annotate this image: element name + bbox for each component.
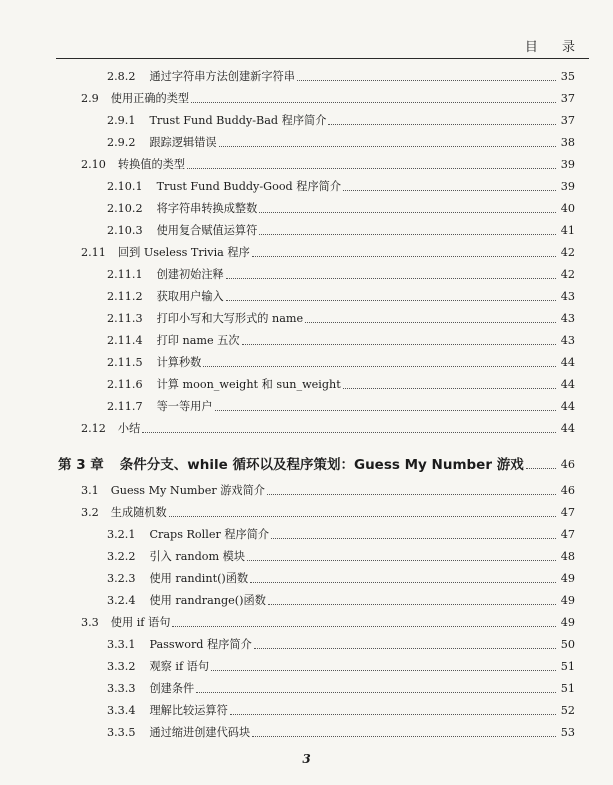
dot-leader [215, 406, 556, 411]
toc-entry-number: 2.10.1 [107, 180, 143, 193]
toc-entry-number: 2.11.1 [107, 268, 143, 281]
toc-entry-title: 跟踪逻辑错误 [149, 136, 217, 149]
toc-entry-line [0, 400, 575, 414]
dot-leader [305, 318, 556, 323]
header-rule [56, 58, 589, 59]
toc-entry-line [0, 528, 575, 542]
toc-entry-number: 3.3.3 [107, 682, 136, 695]
toc-entry-page: 43 [560, 334, 575, 347]
dot-leader [259, 230, 556, 235]
toc-entry-title: 引入 random 模块 [149, 550, 246, 563]
toc-entry-page: 51 [560, 682, 575, 695]
dot-leader [172, 622, 556, 627]
toc-entry-page: 39 [560, 180, 575, 193]
dot-leader [250, 578, 556, 583]
toc-entry [0, 674, 613, 696]
toc-entry-number: 3.3.4 [107, 704, 136, 717]
dot-leader [242, 340, 556, 345]
toc-entry-title: 小结 [117, 422, 141, 435]
toc-entry-title: 计算秒数 [156, 356, 202, 369]
toc-chapter-entry [0, 442, 613, 472]
toc-entry-number: 3.2.2 [107, 550, 136, 563]
dot-leader [226, 296, 556, 301]
toc-entry-page: 40 [560, 202, 575, 215]
toc-entry-line [0, 246, 575, 260]
toc-entry-title: 创建条件 [149, 682, 195, 695]
toc-entry-line [0, 356, 575, 370]
toc-entry-page: 52 [560, 704, 575, 717]
toc-entry-page: 41 [560, 224, 575, 237]
toc-entry [0, 106, 613, 128]
toc-entry-line [0, 378, 575, 392]
toc-entry-number: 2.9.1 [107, 114, 136, 127]
toc-entry [0, 652, 613, 674]
dot-leader [271, 534, 556, 539]
toc-entry-number: 3.2.4 [107, 594, 136, 607]
dot-leader [191, 98, 556, 103]
toc-entry [0, 586, 613, 608]
toc-entry-title: 使用正确的类型 [110, 92, 190, 105]
running-header-title: 目 录 [524, 40, 585, 55]
toc-entry-number: 2.11.3 [107, 312, 143, 325]
toc-entry [0, 498, 613, 520]
toc-entry-line [0, 572, 575, 586]
toc-entry-page: 43 [560, 290, 575, 303]
toc-entry-number: 3.2.3 [107, 572, 136, 585]
toc-entry-line [0, 290, 575, 304]
toc-entry-page: 49 [560, 572, 575, 585]
toc-entry-line [0, 726, 575, 740]
toc-entry [0, 216, 613, 238]
toc-entry-page: 49 [560, 616, 575, 629]
toc-entry-number: 3.3.2 [107, 660, 136, 673]
toc-entry [0, 392, 613, 414]
page-number: 3 [302, 752, 311, 766]
toc-entry-number: 2.11.4 [107, 334, 143, 347]
dot-leader [211, 666, 556, 671]
toc-entry-number: 2.10 [81, 158, 106, 171]
toc-entry [0, 696, 613, 718]
toc-entry [0, 150, 613, 172]
toc-entry-title: 将字符串转换成整数 [156, 202, 258, 215]
toc-entry-number: 2.10.2 [107, 202, 143, 215]
toc-entry-number: 2.12 [81, 422, 106, 435]
toc-entry [0, 630, 613, 652]
toc-entry-number: 3.2.1 [107, 528, 136, 541]
toc-entry-line [0, 484, 575, 498]
toc-entry-number: 第 3 章 [58, 457, 104, 473]
toc-entry-title: 条件分支、while 循环以及程序策划：Guess My Number 游戏 [119, 457, 524, 473]
toc-entry-page: 46 [560, 484, 575, 497]
toc-entry-line [0, 114, 575, 128]
toc-entry-title: 使用 if 语句 [110, 616, 171, 629]
toc-entry-title: 使用 randrange()函数 [149, 594, 266, 607]
toc-entry [0, 520, 613, 542]
toc-entry-number: 2.9 [81, 92, 99, 105]
toc-entry-line [0, 202, 575, 216]
toc-entry-page: 44 [560, 400, 575, 413]
toc-entry-line [0, 158, 575, 172]
toc-entry-page: 43 [560, 312, 575, 325]
toc-entry-line [0, 92, 575, 106]
toc-entry-title: 获取用户输入 [156, 290, 224, 303]
toc-entry-line [0, 334, 575, 348]
toc-entry-title: 观察 if 语句 [149, 660, 210, 673]
toc-entry [0, 718, 613, 740]
dot-leader [343, 384, 556, 389]
toc-entry-page: 37 [560, 92, 575, 105]
toc-entry-title: 创建初始注释 [156, 268, 224, 281]
toc-entry-number: 2.11.6 [107, 378, 143, 391]
toc-entry-line [0, 268, 575, 282]
toc-entry [0, 348, 613, 370]
dot-leader [268, 600, 556, 605]
dot-leader [142, 428, 556, 433]
toc-entry [0, 414, 613, 436]
toc-entry-line [0, 660, 575, 674]
toc-entry-number: 3.3.5 [107, 726, 136, 739]
toc-entry [0, 84, 613, 106]
toc-entry-page: 50 [560, 638, 575, 651]
toc-entry [0, 282, 613, 304]
toc-entry-title: 使用 randint()函数 [149, 572, 249, 585]
toc-entry-title: 打印小写和大写形式的 name [156, 312, 304, 325]
toc-entry [0, 326, 613, 348]
toc-entry [0, 608, 613, 630]
toc-entry-number: 2.8.2 [107, 70, 136, 83]
toc-entry-page: 42 [560, 268, 575, 281]
toc-entry-title: Password 程序简介 [149, 638, 252, 651]
dot-leader [343, 186, 556, 191]
toc-entry-line [0, 616, 575, 630]
toc-entry-page: 35 [560, 70, 575, 83]
dot-leader [203, 362, 556, 367]
toc-entry [0, 128, 613, 150]
dot-leader [252, 252, 556, 257]
dot-leader [219, 142, 556, 147]
toc-entry-number: 2.11.5 [107, 356, 143, 369]
dot-leader [230, 710, 556, 715]
toc-entry-page: 39 [560, 158, 575, 171]
toc-entry-line [0, 682, 575, 696]
toc-entry [0, 238, 613, 260]
toc-entry-number: 2.11.7 [107, 400, 143, 413]
toc-entry-page: 44 [560, 378, 575, 391]
toc-entry-title: 打印 name 五次 [156, 334, 240, 347]
toc-entry-page: 53 [560, 726, 575, 739]
toc-entry-line [0, 422, 575, 436]
toc-entry-page: 47 [560, 528, 575, 541]
toc-entry-number: 2.11.2 [107, 290, 143, 303]
toc-entry-title: 等一等用户 [156, 400, 213, 413]
dot-leader [254, 644, 556, 649]
toc-entry-title: 使用复合赋值运算符 [156, 224, 258, 237]
toc-entry-title: 通过缩进创建代码块 [149, 726, 251, 739]
toc-entry [0, 564, 613, 586]
toc-entry-line [0, 704, 575, 718]
toc-entry-line [0, 136, 575, 150]
dot-leader [187, 164, 556, 169]
toc-entry-page: 44 [560, 356, 575, 369]
toc-entry [0, 476, 613, 498]
toc-entry-title: Craps Roller 程序简介 [149, 528, 270, 541]
toc-entry-title: 理解比较运算符 [149, 704, 228, 717]
dot-leader [297, 76, 556, 81]
toc-entry-page: 42 [560, 246, 575, 259]
toc-entry-line [0, 180, 575, 194]
dot-leader [169, 512, 556, 517]
dot-leader [196, 688, 556, 693]
toc-entry [0, 370, 613, 392]
toc-entry-number: 2.10.3 [107, 224, 143, 237]
toc-entry-number: 3.3.1 [107, 638, 136, 651]
toc-entry-line [0, 506, 575, 520]
toc-entry-number: 3.2 [81, 506, 99, 519]
toc-entry-title: 生成随机数 [110, 506, 167, 519]
toc-entry-title: 通过字符串方法创建新字符串 [149, 70, 295, 83]
toc-entry-number: 2.11 [81, 246, 106, 259]
toc-entry-line [0, 312, 575, 326]
toc-entry-page: 44 [560, 422, 575, 435]
dot-leader [267, 490, 556, 495]
toc-entry-line [0, 458, 575, 472]
toc-entry-line [0, 594, 575, 608]
toc-entry-number: 2.9.2 [107, 136, 136, 149]
toc-entry [0, 542, 613, 564]
toc-entry-page: 49 [560, 594, 575, 607]
toc-entry-page: 51 [560, 660, 575, 673]
toc-entry-number: 3.1 [81, 484, 99, 497]
dot-leader [259, 208, 556, 213]
dot-leader [328, 120, 556, 125]
toc-entry-number: 3.3 [81, 616, 99, 629]
toc-entry [0, 172, 613, 194]
toc-entry [0, 304, 613, 326]
dot-leader [226, 274, 556, 279]
dot-leader [526, 464, 556, 469]
toc-entry [0, 260, 613, 282]
toc-entry-title: Trust Fund Buddy-Good 程序简介 [156, 180, 342, 193]
toc-entry-title: Trust Fund Buddy-Bad 程序简介 [149, 114, 327, 127]
toc-entry [0, 62, 613, 84]
toc-entry-line [0, 70, 575, 84]
toc-entry-page: 38 [560, 136, 575, 149]
toc-entry-line [0, 550, 575, 564]
toc-entry-title: 转换值的类型 [117, 158, 186, 171]
toc-entry-title: Guess My Number 游戏简介 [110, 484, 265, 497]
toc-entry-title: 计算 moon_weight 和 sun_weight [156, 378, 341, 391]
toc-entry-page: 48 [560, 550, 575, 563]
toc-entry-page: 46 [560, 458, 575, 471]
dot-leader [252, 732, 556, 737]
toc-entry-page: 47 [560, 506, 575, 519]
toc-entry-title: 回到 Useless Trivia 程序 [117, 246, 250, 259]
toc-entry [0, 194, 613, 216]
dot-leader [247, 556, 556, 561]
toc-entry-page: 37 [560, 114, 575, 127]
toc-entry-line [0, 638, 575, 652]
toc-entry-line [0, 224, 575, 238]
